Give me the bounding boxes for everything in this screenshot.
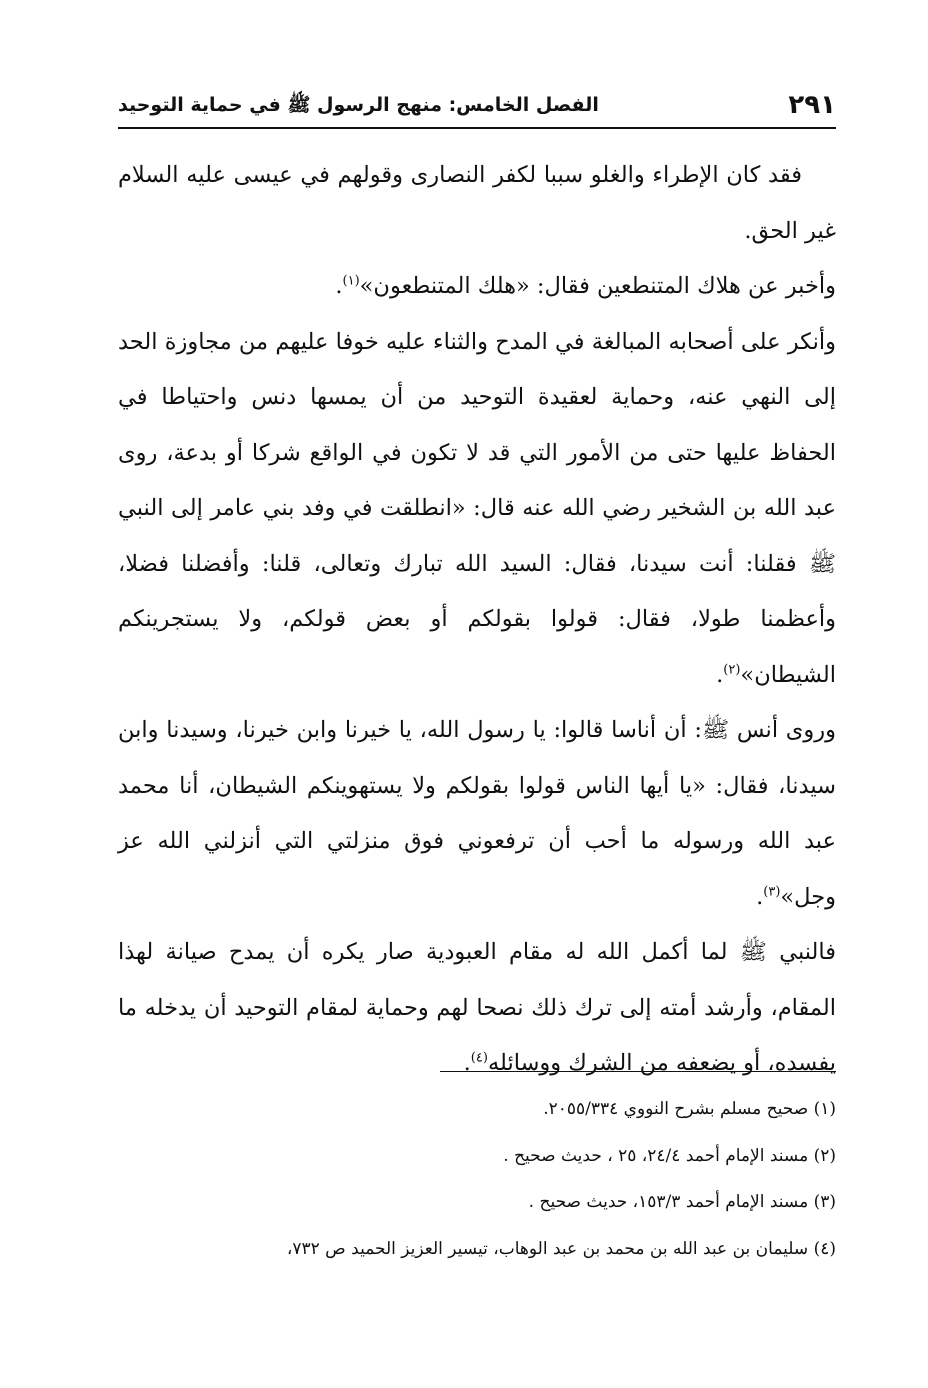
paragraph-3-text: وأنكر على أصحابه المبالغة في المدح والثناء عليه خوفا عليهم من مجاوزة الحد إلى النهي عنه، وحماية لعقيدة التوحيد من أن يمسها دنس واحتياطا في الحفاظ عليها حتى من الأمور التي قد لا تكون في الواقع شركا أو بدعة، روى عبد الله بن الشخير رضي الله عنه قال: «انطلقت في وفد بني عامر إلى النبي ﷺ فقلنا: أنت سيدنا، فقال: السيد الله تبارك وتعالى، قلنا: وأفضلنا فضلا، وأعظمنا طولا، فقال: قولوا بقولكم أو بعض قولكم، ولا يستجرينكم الشيطان» [118,328,836,688]
footnote-1: (١) صحيح مسلم بشرح النووي ٢٠٥٥/٣٣٤. [543,1099,836,1119]
footnote-ref-4: (٤) [470,1050,488,1066]
paragraph-1 [118,148,836,259]
paragraph-5-text: فالنبي ﷺ لما أكمل الله له مقام العبودية صار يكره أن يمدح صيانة لهذا المقام، وأرشد أمته إلى ترك ذلك نصحا لهم وحماية لمقام التوحيد أن يدخله ما يفسده، أو يضعفه من الشرك ووسائله [118,939,836,1076]
footnotes [118,1086,836,1272]
header-rule [118,127,836,129]
running-title: الفصل الخامس: منهج الرسول ﷺ في حماية التوحيد [118,94,599,116]
page-header [118,88,836,120]
page-number: ٢٩١ [788,90,836,120]
footnote-separator [440,1071,836,1072]
paragraph-3 [118,315,836,704]
paragraph-2 [118,259,836,315]
paragraph-4 [118,703,836,925]
footnote-ref-3: (٣) [763,884,781,899]
footnote-2: (٢) مسند الإمام أحمد ٢٤/٤، ٢٥ ، حديث صحيح . [503,1145,836,1166]
paragraph-5-end: . [463,1050,471,1076]
paragraph-2-text: وأخبر عن هلاك المتنطعين فقال: «هلك المتنطعون» [359,273,836,299]
main-text [118,148,836,1092]
paragraph-1-text: فقد كان الإطراء والغلو سببا لكفر النصارى وقولهم في عيسى عليه السلام غير الحق. [118,162,836,244]
footnote-ref-2: (٢) [723,662,741,677]
paragraph-2-end: . [335,273,343,299]
footnote-3: (٣) مسند الإمام أحمد ١٥٣/٣، حديث صحيح . [528,1192,836,1212]
paragraph-4-text: وروى أنس ﷺ: أن أناسا قالوا: يا رسول الله، يا خيرنا وابن خيرنا، وسيدنا وابن سيدنا، فقال: «يا أيها الناس قولوا بقولكم ولا يستهوينكم الشيطان، أنا محمد عبد الله ورسوله ما أحب أن ترفعوني فوق منزلتي التي أنزلني الله عز وجل» [118,717,836,910]
paragraph-4-end: . [756,883,764,910]
footnote-4: (٤) سليمان بن عبد الله بن محمد بن عبد الوهاب، تيسير العزيز الحميد ص ٧٣٢، [286,1238,836,1259]
paragraph-3-end: . [716,661,724,688]
footnote-ref-1: (١) [342,273,360,289]
paragraph-5 [118,925,836,1092]
